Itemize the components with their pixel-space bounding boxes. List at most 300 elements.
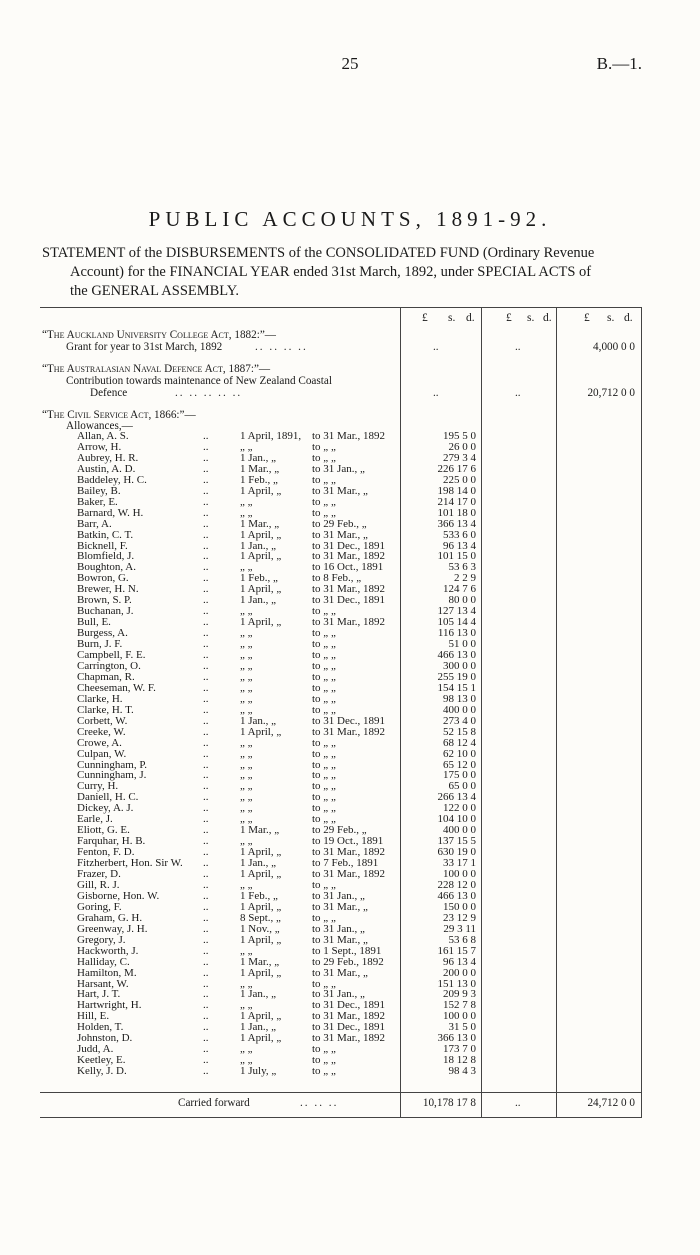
allowance-amount: 62 10 0 bbox=[443, 747, 476, 760]
leader-dots: .. bbox=[203, 736, 209, 749]
leader-dots: .. bbox=[203, 857, 209, 870]
table-row bbox=[0, 519, 700, 530]
leader-dots: .. bbox=[203, 605, 209, 618]
leader-dots: .. bbox=[203, 572, 209, 585]
allowance-amount: 400 0 0 bbox=[443, 824, 476, 837]
allowance-name: Chapman, R. bbox=[77, 670, 135, 683]
allowance-name: Burgess, A. bbox=[77, 627, 128, 640]
allowance-amount: 100 0 0 bbox=[443, 1010, 476, 1023]
allowance-name: Clarke, H. bbox=[77, 692, 123, 705]
allowance-from-date: 1 April, „ bbox=[240, 846, 282, 859]
allowance-to-date: to 31 Jan., „ bbox=[312, 462, 365, 475]
allowance-amount: 137 15 5 bbox=[437, 835, 476, 848]
allowance-from-date: „ „ bbox=[240, 495, 253, 508]
carried-forward-col1: 10,178 17 8 bbox=[422, 1097, 476, 1109]
page-title: PUBLIC ACCOUNTS, 1891-92. bbox=[148, 207, 552, 231]
allowance-name: Greenway, J. H. bbox=[77, 922, 148, 935]
allowance-name: Hartwright, H. bbox=[77, 999, 142, 1012]
auckland-total: 4,000 0 0 bbox=[593, 341, 635, 353]
leader-dots: .. bbox=[203, 933, 209, 946]
leader-dots: .. bbox=[203, 944, 209, 957]
leader-dots: .. bbox=[203, 725, 209, 738]
allowance-to-date: to „ „ bbox=[312, 758, 336, 771]
leader-dots: .. bbox=[203, 900, 209, 913]
allowance-to-date: to 31 Mar., „ bbox=[312, 933, 368, 946]
allowance-amount: 225 0 0 bbox=[443, 473, 476, 486]
allowance-name: Hackworth, J. bbox=[77, 944, 139, 957]
allowance-from-date: 1 Jan., „ bbox=[240, 594, 277, 607]
leader-dots: .. bbox=[203, 1054, 209, 1067]
allowance-to-date: to „ „ bbox=[312, 627, 336, 640]
allowance-name: Cheeseman, W. F. bbox=[77, 681, 156, 694]
allowance-name: Dickey, A. J. bbox=[77, 802, 134, 815]
allowance-to-date: to 16 Oct., 1891 bbox=[312, 561, 384, 574]
allowance-name: Bowron, G. bbox=[77, 572, 129, 585]
allowance-from-date: 1 April, „ bbox=[240, 583, 282, 596]
allowance-amount: 466 13 0 bbox=[437, 889, 476, 902]
allowance-name: Hart, J. T. bbox=[77, 988, 121, 1001]
allowance-from-date: 8 Sept., „ bbox=[240, 911, 281, 924]
allowance-from-date: „ „ bbox=[240, 999, 253, 1012]
act-title-defence: “The Australasian Naval Defence Act, 1887:”— bbox=[42, 363, 271, 375]
allowance-to-date: to „ „ bbox=[312, 1065, 336, 1078]
allowance-from-date: 1 April, „ bbox=[240, 868, 282, 880]
statement-line-2: Account) for the FINANCIAL YEAR ended 31st March, 1892, under SPECIAL ACTS of bbox=[70, 264, 592, 280]
allowance-name: Judd, A. bbox=[77, 1043, 114, 1056]
allowance-amount: 122 0 0 bbox=[443, 802, 476, 815]
allowance-to-date: to „ „ bbox=[312, 649, 336, 661]
allowance-to-date: to 31 Mar., 1892 bbox=[312, 846, 386, 859]
allowance-to-date: to 31 Mar., „ bbox=[312, 966, 368, 979]
leader-dots: .. bbox=[203, 528, 209, 541]
col2-shillings-header: s. bbox=[527, 312, 535, 324]
allowance-from-date: „ „ bbox=[240, 670, 253, 683]
carried-forward-dots: .. .. .. bbox=[300, 1097, 339, 1109]
leader-dots: .. bbox=[203, 813, 209, 826]
allowance-to-date: to 31 Mar., 1892 bbox=[312, 583, 386, 596]
col1-shillings-header: s. bbox=[448, 312, 456, 324]
allowance-amount: 116 13 0 bbox=[437, 627, 476, 640]
auckland-leader-dots: .. .. .. .. bbox=[255, 341, 308, 353]
leader-dots: .. bbox=[203, 1010, 209, 1023]
statement-line-3: the GENERAL ASSEMBLY. bbox=[70, 283, 239, 299]
table-row bbox=[0, 968, 700, 979]
allowance-amount: 300 0 0 bbox=[443, 659, 476, 672]
allowances-label: Allowances,— bbox=[66, 420, 133, 432]
allowance-name: Blomfield, J. bbox=[77, 550, 135, 563]
allowance-amount: 65 12 0 bbox=[443, 758, 476, 771]
allowance-name: Corbett, W. bbox=[77, 714, 128, 727]
leader-dots: .. bbox=[203, 758, 209, 771]
allowance-from-date: „ „ bbox=[240, 681, 253, 694]
allowance-from-date: „ „ bbox=[240, 638, 253, 651]
allowance-name: Frazer, D. bbox=[77, 868, 121, 880]
allowance-amount: 173 7 0 bbox=[443, 1043, 476, 1056]
allowance-from-date: „ „ bbox=[240, 649, 253, 661]
allowance-to-date: to 31 Dec., 1891 bbox=[312, 1021, 386, 1034]
leader-dots: .. bbox=[203, 539, 209, 552]
allowance-name: Curry, H. bbox=[77, 780, 119, 793]
allowance-amount: 26 0 0 bbox=[448, 440, 476, 453]
leader-dots: .. bbox=[203, 681, 209, 694]
allowance-amount: 151 13 0 bbox=[437, 977, 476, 990]
allowance-to-date: to 31 Mar., „ bbox=[312, 900, 368, 913]
allowance-to-date: to „ „ bbox=[312, 495, 336, 508]
allowance-name: Bailey, B. bbox=[77, 484, 121, 497]
allowance-name: Holden, T. bbox=[77, 1021, 124, 1034]
allowance-amount: 98 13 0 bbox=[443, 692, 476, 705]
col2-pence-header: d. bbox=[543, 312, 552, 324]
allowance-to-date: to „ „ bbox=[312, 911, 336, 924]
allowance-to-date: to 31 Mar., 1892 bbox=[312, 868, 386, 880]
allowance-amount: 533 6 0 bbox=[443, 528, 476, 541]
allowance-to-date: to 31 Dec., 1891 bbox=[312, 714, 386, 727]
leader-dots: .. bbox=[203, 430, 209, 442]
col3-shillings-header: s. bbox=[607, 312, 615, 324]
allowance-to-date: to 31 Dec., 1891 bbox=[312, 594, 386, 607]
table-bottom-rule bbox=[40, 1117, 642, 1118]
leader-dots: .. bbox=[203, 692, 209, 705]
allowance-from-date: 1 Mar., „ bbox=[240, 824, 280, 837]
allowance-amount: 23 12 9 bbox=[443, 911, 476, 924]
allowance-name: Baddeley, H. C. bbox=[77, 473, 147, 486]
allowance-from-date: „ „ bbox=[240, 813, 253, 826]
allowance-to-date: to „ „ bbox=[312, 977, 336, 990]
allowance-name: Aubrey, H. R. bbox=[77, 451, 139, 464]
allowance-to-date: to „ „ bbox=[312, 692, 336, 705]
col1-pounds-header: £ bbox=[422, 312, 428, 324]
page-number: 25 bbox=[341, 54, 359, 73]
defence-line-1: Contribution towards maintenance of New Zealand Coastal bbox=[66, 375, 332, 387]
allowance-to-date: to 7 Feb., 1891 bbox=[312, 857, 379, 870]
table-row bbox=[0, 749, 700, 760]
allowance-amount: 68 12 4 bbox=[443, 736, 476, 749]
leader-dots: .. bbox=[203, 911, 209, 924]
allowance-from-date: „ „ bbox=[240, 736, 253, 749]
allowance-to-date: to „ „ bbox=[312, 659, 336, 672]
allowance-amount: 630 19 0 bbox=[437, 846, 476, 859]
leader-dots: .. bbox=[203, 550, 209, 563]
leader-dots: .. bbox=[203, 868, 209, 880]
allowance-from-date: „ „ bbox=[240, 835, 253, 848]
allowance-from-date: 1 April, „ bbox=[240, 484, 282, 497]
allowance-to-date: to „ „ bbox=[312, 747, 336, 760]
allowance-name: Keetley, E. bbox=[77, 1054, 126, 1067]
auckland-col1-dots: .. bbox=[433, 341, 439, 353]
allowance-amount: 53 6 8 bbox=[448, 933, 476, 946]
col3-pounds-header: £ bbox=[584, 312, 590, 324]
allowance-name: Carrington, O. bbox=[77, 659, 141, 672]
leader-dots: .. bbox=[203, 451, 209, 464]
allowance-name: Barnard, W. H. bbox=[77, 506, 144, 519]
allowance-to-date: to „ „ bbox=[312, 780, 336, 793]
allowance-from-date: 1 April, „ bbox=[240, 966, 282, 979]
allowance-name: Crowe, A. bbox=[77, 736, 122, 749]
auckland-grant-label: Grant for year to 31st March, 1892 bbox=[66, 341, 223, 353]
allowance-from-date: 1 Jan., „ bbox=[240, 539, 277, 552]
allowance-amount: 96 13 4 bbox=[443, 955, 476, 968]
leader-dots: .. bbox=[203, 1032, 209, 1045]
act-title-auckland: “The Auckland University College Act, 1882:”— bbox=[42, 329, 276, 341]
allowance-to-date: to 31 Jan., „ bbox=[312, 889, 365, 902]
leader-dots: .. bbox=[203, 714, 209, 727]
allowance-name: Daniell, H. C. bbox=[77, 791, 139, 804]
auckland-col2-dots: .. bbox=[515, 341, 521, 353]
leader-dots: .. bbox=[203, 824, 209, 837]
allowance-to-date: to 31 Mar., „ bbox=[312, 528, 368, 541]
allowance-name: Eliott, G. E. bbox=[77, 824, 130, 837]
allowance-to-date: to „ „ bbox=[312, 703, 336, 716]
allowance-to-date: to „ „ bbox=[312, 506, 336, 519]
allowance-name: Buchanan, J. bbox=[77, 605, 134, 618]
allowance-name: Kelly, J. D. bbox=[77, 1065, 127, 1078]
leader-dots: .. bbox=[203, 583, 209, 596]
allowance-from-date: 1 Jan., „ bbox=[240, 1021, 277, 1034]
allowance-name: Cunningham, J. bbox=[77, 769, 147, 782]
leader-dots: .. bbox=[203, 627, 209, 640]
leader-dots: .. bbox=[203, 988, 209, 1001]
table-row bbox=[0, 957, 700, 968]
allowance-from-date: 1 April, „ bbox=[240, 725, 282, 738]
allowances-list bbox=[0, 431, 700, 1091]
allowance-amount: 226 17 6 bbox=[437, 462, 476, 475]
allowance-from-date: „ „ bbox=[240, 605, 253, 618]
allowance-from-date: 1 July, „ bbox=[240, 1065, 277, 1078]
allowance-from-date: „ „ bbox=[240, 977, 253, 990]
allowance-from-date: 1 April, „ bbox=[240, 616, 282, 629]
allowance-name: Boughton, A. bbox=[77, 561, 136, 574]
table-row bbox=[0, 727, 700, 738]
defence-total: 20,712 0 0 bbox=[587, 387, 635, 399]
allowance-amount: 198 14 0 bbox=[437, 484, 476, 497]
allowance-amount: 98 4 3 bbox=[448, 1065, 476, 1078]
allowance-from-date: 1 April, „ bbox=[240, 900, 282, 913]
allowance-from-date: 1 Mar., „ bbox=[240, 517, 280, 530]
allowance-to-date: to „ „ bbox=[312, 473, 336, 486]
leader-dots: .. bbox=[203, 506, 209, 519]
allowance-from-date: 1 Jan., „ bbox=[240, 988, 277, 1001]
leader-dots: .. bbox=[203, 889, 209, 902]
leader-dots: .. bbox=[203, 769, 209, 782]
allowance-to-date: to „ „ bbox=[312, 638, 336, 651]
leader-dots: .. bbox=[203, 440, 209, 453]
allowance-amount: 150 0 0 bbox=[443, 900, 476, 913]
allowance-name: Johnston, D. bbox=[77, 1032, 133, 1045]
allowance-name: Hamilton, M. bbox=[77, 966, 137, 979]
leader-dots: .. bbox=[203, 1021, 209, 1034]
allowance-from-date: 1 April, „ bbox=[240, 550, 282, 563]
allowance-to-date: to „ „ bbox=[312, 813, 336, 826]
allowance-amount: 100 0 0 bbox=[443, 868, 476, 880]
allowance-to-date: to 31 Jan., „ bbox=[312, 922, 365, 935]
carried-forward-rule bbox=[40, 1092, 642, 1093]
allowance-from-date: 1 April, „ bbox=[240, 1010, 282, 1023]
leader-dots: .. bbox=[203, 670, 209, 683]
allowance-to-date: to 31 Mar., 1892 bbox=[312, 725, 386, 738]
allowance-amount: 209 9 3 bbox=[443, 988, 476, 1001]
allowance-amount: 53 6 3 bbox=[448, 561, 476, 574]
leader-dots: .. bbox=[203, 703, 209, 716]
allowance-amount: 279 3 4 bbox=[443, 451, 476, 464]
allowance-to-date: to 31 Mar., 1892 bbox=[312, 616, 386, 629]
statement-heading bbox=[42, 244, 642, 301]
allowance-from-date: 1 Nov., „ bbox=[240, 922, 280, 935]
allowance-from-date: „ „ bbox=[240, 758, 253, 771]
allowance-amount: 161 15 7 bbox=[437, 944, 476, 957]
statement-line-1: STATEMENT of the DISBURSEMENTS of the CONSOLIDATED FUND (Ordinary Revenue bbox=[42, 245, 595, 261]
leader-dots: .. bbox=[203, 747, 209, 760]
allowance-name: Hill, E. bbox=[77, 1010, 110, 1023]
allowance-to-date: to 31 Jan., „ bbox=[312, 988, 365, 1001]
allowance-name: Goring, F. bbox=[77, 900, 122, 913]
allowance-name: Gisborne, Hon. W. bbox=[77, 889, 160, 902]
allowance-name: Gregory, J. bbox=[77, 933, 126, 946]
leader-dots: .. bbox=[203, 780, 209, 793]
allowance-name: Culpan, W. bbox=[77, 747, 127, 760]
leader-dots: .. bbox=[203, 462, 209, 475]
allowance-amount: 366 13 4 bbox=[437, 517, 476, 530]
allowance-to-date: to „ „ bbox=[312, 451, 336, 464]
allowance-name: Creeke, W. bbox=[77, 725, 126, 738]
leader-dots: .. bbox=[203, 649, 209, 661]
allowance-amount: 255 19 0 bbox=[437, 670, 476, 683]
allowance-name: Gill, R. J. bbox=[77, 878, 120, 891]
allowance-from-date: 1 Jan., „ bbox=[240, 714, 277, 727]
col2-pounds-header: £ bbox=[506, 312, 512, 324]
allowance-amount: 195 5 0 bbox=[443, 430, 476, 442]
allowance-to-date: to 31 Mar., „ bbox=[312, 484, 368, 497]
leader-dots: .. bbox=[203, 955, 209, 968]
allowance-from-date: 1 Feb., „ bbox=[240, 473, 278, 486]
allowance-from-date: „ „ bbox=[240, 659, 253, 672]
allowance-name: Graham, G. H. bbox=[77, 911, 143, 924]
allowance-name: Austin, A. D. bbox=[77, 462, 136, 475]
allowance-to-date: to 31 Dec., 1891 bbox=[312, 539, 386, 552]
allowance-name: Brown, S. P. bbox=[77, 594, 132, 607]
allowance-name: Clarke, H. T. bbox=[77, 703, 134, 716]
allowance-from-date: „ „ bbox=[240, 627, 253, 640]
allowance-to-date: to „ „ bbox=[312, 440, 336, 453]
leader-dots: .. bbox=[203, 517, 209, 530]
allowance-amount: 214 17 0 bbox=[437, 495, 476, 508]
allowance-name: Bicknell, F. bbox=[77, 539, 128, 552]
leader-dots: .. bbox=[203, 878, 209, 891]
leader-dots: .. bbox=[203, 1065, 209, 1078]
allowance-name: Bull, E. bbox=[77, 616, 111, 629]
allowance-amount: 228 12 0 bbox=[437, 878, 476, 891]
allowance-amount: 33 17 1 bbox=[443, 857, 476, 870]
allowance-amount: 31 5 0 bbox=[448, 1021, 476, 1034]
allowance-from-date: „ „ bbox=[240, 1043, 253, 1056]
allowance-amount: 29 3 11 bbox=[443, 922, 476, 935]
allowance-amount: 104 10 0 bbox=[437, 813, 476, 826]
allowance-from-date: 1 April, „ bbox=[240, 1032, 282, 1045]
allowance-name: Baker, E. bbox=[77, 495, 118, 508]
defence-leader-dots: .. .. .. .. .. bbox=[175, 387, 243, 399]
leader-dots: .. bbox=[203, 922, 209, 935]
leader-dots: .. bbox=[203, 791, 209, 804]
leader-dots: .. bbox=[203, 616, 209, 629]
allowance-name: Batkin, C. T. bbox=[77, 528, 134, 541]
table-row bbox=[0, 530, 700, 541]
allowance-from-date: „ „ bbox=[240, 747, 253, 760]
allowance-from-date: „ „ bbox=[240, 944, 253, 957]
leader-dots: .. bbox=[203, 999, 209, 1012]
leader-dots: .. bbox=[203, 594, 209, 607]
table-row bbox=[0, 508, 700, 519]
allowance-to-date: to „ „ bbox=[312, 802, 336, 815]
allowance-from-date: 1 Mar., „ bbox=[240, 462, 280, 475]
allowance-amount: 65 0 0 bbox=[448, 780, 476, 793]
allowance-from-date: 1 April, „ bbox=[240, 528, 282, 541]
allowance-from-date: „ „ bbox=[240, 506, 253, 519]
allowance-amount: 175 0 0 bbox=[443, 769, 476, 782]
allowance-amount: 154 15 1 bbox=[437, 681, 476, 694]
allowance-amount: 266 13 4 bbox=[437, 791, 476, 804]
leader-dots: .. bbox=[203, 561, 209, 574]
defence-col1-dots: .. bbox=[433, 387, 439, 399]
allowance-amount: 466 13 0 bbox=[437, 649, 476, 661]
allowance-to-date: to „ „ bbox=[312, 670, 336, 683]
leader-dots: .. bbox=[203, 659, 209, 672]
allowance-amount: 101 18 0 bbox=[437, 506, 476, 519]
allowance-amount: 400 0 0 bbox=[443, 703, 476, 716]
document-reference: B.—1. bbox=[596, 54, 642, 73]
allowance-name: Harsant, W. bbox=[77, 977, 129, 990]
allowance-name: Campbell, F. E. bbox=[77, 649, 146, 661]
allowance-amount: 96 13 4 bbox=[443, 539, 476, 552]
allowance-to-date: to 31 Mar., 1892 bbox=[312, 1032, 386, 1045]
allowance-name: Fitzherbert, Hon. Sir W. bbox=[77, 857, 183, 870]
allowance-from-date: „ „ bbox=[240, 561, 253, 574]
allowance-to-date: to 8 Feb., „ bbox=[312, 572, 362, 585]
allowance-name: Allan, A. S. bbox=[77, 430, 129, 442]
table-row bbox=[0, 1066, 700, 1077]
allowance-to-date: to 29 Feb., 1892 bbox=[312, 955, 384, 968]
allowance-from-date: 1 Feb., „ bbox=[240, 889, 278, 902]
allowance-to-date: to „ „ bbox=[312, 605, 336, 618]
allowance-from-date: 1 Jan., „ bbox=[240, 857, 277, 870]
allowance-name: Barr, A. bbox=[77, 517, 112, 530]
allowance-amount: 2 2 9 bbox=[454, 572, 476, 585]
allowance-name: Brewer, H. N. bbox=[77, 583, 139, 596]
allowance-from-date: „ „ bbox=[240, 791, 253, 804]
allowance-from-date: „ „ bbox=[240, 780, 253, 793]
allowance-amount: 152 7 8 bbox=[443, 999, 476, 1012]
leader-dots: .. bbox=[203, 473, 209, 486]
allowance-from-date: „ „ bbox=[240, 769, 253, 782]
allowance-name: Arrow, H. bbox=[77, 440, 122, 453]
leader-dots: .. bbox=[203, 835, 209, 848]
allowance-to-date: to „ „ bbox=[312, 769, 336, 782]
allowance-from-date: „ „ bbox=[240, 1054, 253, 1067]
carried-forward-col2: .. bbox=[515, 1097, 521, 1109]
leader-dots: .. bbox=[203, 977, 209, 990]
allowance-from-date: 1 April, „ bbox=[240, 933, 282, 946]
leader-dots: .. bbox=[203, 846, 209, 859]
allowance-name: Earle, J. bbox=[77, 813, 113, 826]
allowance-to-date: to 31 Dec., 1891 bbox=[312, 999, 386, 1012]
allowance-amount: 80 0 0 bbox=[448, 594, 476, 607]
allowance-from-date: „ „ bbox=[240, 440, 253, 453]
allowance-from-date: „ „ bbox=[240, 703, 253, 716]
leader-dots: .. bbox=[203, 484, 209, 497]
allowance-to-date: to 19 Oct., 1891 bbox=[312, 835, 384, 848]
allowance-name: Halliday, C. bbox=[77, 955, 130, 968]
allowance-from-date: 1 Mar., „ bbox=[240, 955, 280, 968]
allowance-name: Cunningham, P. bbox=[77, 758, 147, 771]
leader-dots: .. bbox=[203, 802, 209, 815]
